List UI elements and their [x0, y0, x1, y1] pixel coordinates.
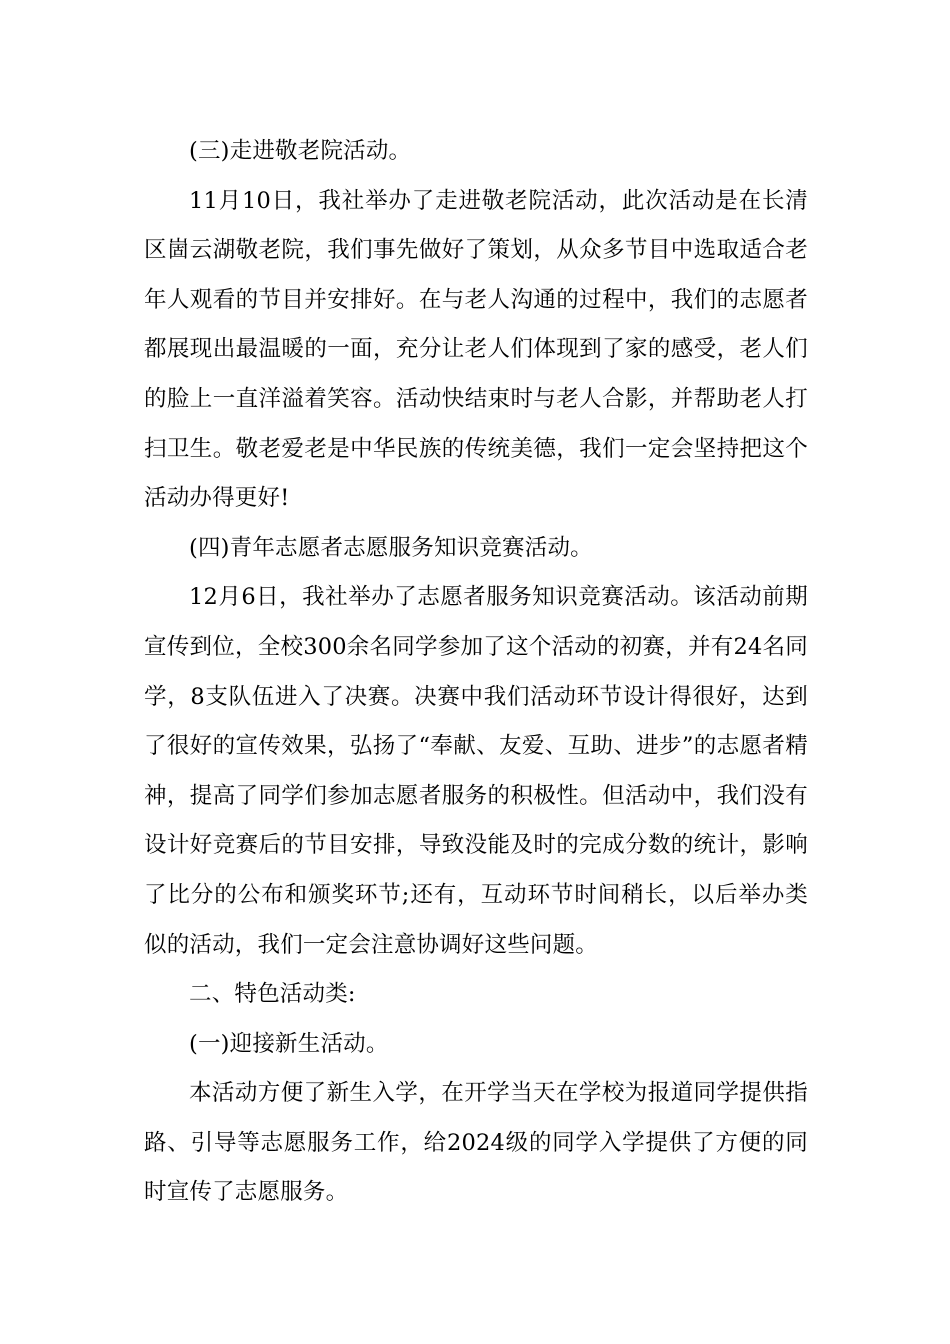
paragraph-nursing-home-activity: 11月10日，我社举办了走进敬老院活动，此次活动是在长清区崮云湖敬老院，我们事先做好了策划，从众多节目中选取适合老年人观看的节目并安排好。在与老人沟通的过程中，我们的志愿者都展现出最温暖的一面，充分让老人们体现到了家的感受，老人们的脸上一直洋溢着笑容。活动快结束时与老人合影，并帮助老人打扫卫生。敬老爱老是中华民族的传统美德，我们一定会坚持把这个活动办得更好!: [144, 187, 808, 512]
paragraph-knowledge-contest: 12月6日，我社举办了志愿者服务知识竞赛活动。该活动前期宣传到位，全校300余名同学参加了这个活动的初赛，并有24名同学，8支队伍进入了决赛。决赛中我们活动环节设计得很好，达到了很好的宣传效果，弘扬了“奉献、友爱、互助、进步”的志愿者精神，提高了同学们参加志愿者服务的积极性。但活动中，我们没有设计好竞赛后的节目安排，导致没能及时的完成分数的统计，影响了比分的公布和颁奖环节;还有，互动环节时间稍长，以后举办类似的活动，我们一定会注意协调好这些问题。: [144, 584, 808, 958]
paragraph-heading-1: (一)迎接新生活动。: [189, 1030, 389, 1057]
paragraph-section-heading-2: 二、特色活动类:: [189, 981, 356, 1008]
paragraph-heading-4: (四)青年志愿者志愿服务知识竞赛活动。: [189, 534, 593, 561]
document-body: [144, 127, 808, 1218]
paragraph-heading-3: (三)走进敬老院活动。: [189, 138, 412, 164]
paragraph-freshman-welcome: 本活动方便了新生入学，在开学当天在学校为报道同学提供指路、引导等志愿服务工作，给2024级的同学入学提供了方便的同时宣传了志愿服务。: [144, 1080, 808, 1206]
